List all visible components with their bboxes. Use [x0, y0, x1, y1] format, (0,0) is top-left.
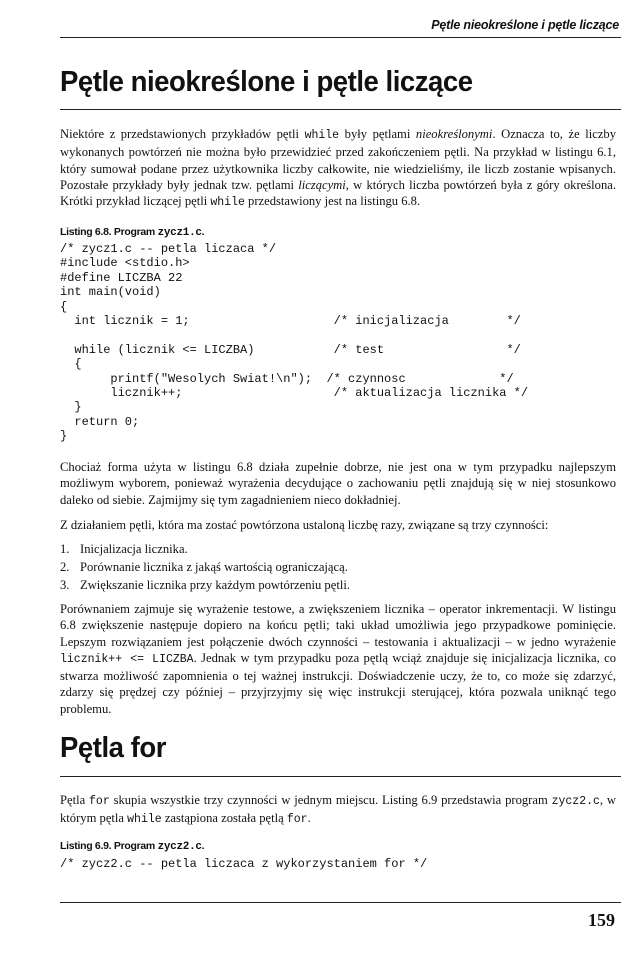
paragraph-for-intro: [60, 792, 616, 829]
paragraph-comparison: [60, 601, 616, 717]
code-listing-6-9: /* zycz2.c -- petla liczaca z wykorzystaniem for */: [60, 857, 428, 871]
section-title-rule: [60, 109, 621, 110]
text-run: Porównaniem zajmuje się wyrażenie testowe, a zwiększeniem licznika – operator inkrementacji. W listingu 6.8 zwiększenie następuje dopiero na końcu pętli; taki układ umożliwia jego przypadkowe pominięcie. Lepszym rozwiązaniem jest połączenie dwóch czynności – testowania i aktualizacji – w jedno wyrażenie: [60, 602, 616, 649]
list-text: Porównanie licznika z jakąś wartością ograniczającą.: [80, 560, 348, 574]
list-item: [60, 578, 350, 593]
text-run: . Oznacza to, że liczby wykonanych powtórzeń nie można było przewidzieć przed zakończeniem pętli. Na przykład w listingu 6.1, który sumował podane przez użytkownika liczby całkowite, nie wiedzieliśmy, ile liczb zostanie wpisanych. Pozostałe przykłady były jednak tzw. pętlami: [60, 127, 616, 192]
text-run: były pętlami: [339, 127, 416, 141]
header-rule: [60, 37, 621, 38]
inline-code: while: [304, 129, 340, 142]
listing-label: Listing 6.8. Program: [60, 226, 158, 238]
listing-dot: .: [201, 226, 205, 238]
inline-code: licznik++ <= LICZBA: [60, 652, 194, 666]
text-run: Pętla: [60, 793, 90, 807]
list-text: Inicjalizacja licznika.: [80, 542, 188, 556]
text-run: , w którym pętla: [60, 793, 616, 826]
code-listing-6-8: /* zycz1.c -- petla liczaca */ #include <stdio.h> #define LICZBA 22 int main(void) { int licznik = 1; /* inicjalizacja */ while (licznik <= LICZBA) /* test */ { printf("Wesolych Swiat!\n"); /* czynnosc */ licznik++; /* aktualizacja licznika */ } return 0; }: [60, 242, 529, 444]
inline-code: for: [286, 813, 308, 827]
inline-code: for: [89, 795, 110, 808]
text-run: skupia wszystkie trzy czynności w jednym miejscu. Listing 6.9 przedstawia program: [109, 793, 552, 807]
running-head: Pętle nieokreślone i pętle liczące: [431, 18, 619, 32]
listing-dot: .: [201, 840, 205, 852]
listing-filename: zycz1.c: [157, 227, 202, 239]
list-number: 1.: [60, 542, 70, 556]
emphasis: liczącymi: [298, 177, 346, 192]
inline-code: zycz2.c: [551, 795, 600, 808]
text-run: Niektóre z przedstawionych przykładów pętli: [60, 127, 305, 141]
section-title-for-loop: Pętla for: [60, 732, 166, 764]
paragraph-three-steps: Z działaniem pętli, która ma zostać powtórzona ustaloną liczbę razy, związane są trzy czynności:: [60, 518, 549, 532]
text-run: przedstawiony jest na listingu 6.8.: [244, 194, 421, 209]
listing-caption-6-8: [60, 226, 204, 239]
listing-label: Listing 6.9. Program: [60, 840, 158, 852]
emphasis: nieokreślonymi: [415, 127, 493, 141]
list-item: [60, 542, 188, 557]
section-title-rule: [60, 776, 621, 777]
page-number: 159: [588, 910, 615, 930]
text-run: , w których liczba powtórzeń była z góry określona. Krótki przykład liczącej pętli: [60, 177, 616, 209]
footer-rule: [60, 902, 621, 903]
text-run: zastąpiona została pętlą: [161, 811, 287, 826]
listing-filename: zycz2.c: [157, 841, 202, 853]
list-text: Zwiększanie licznika przy każdym powtórzeniu pętli.: [80, 578, 350, 592]
listing-caption-6-9: [60, 840, 204, 853]
paragraph-intro: [60, 126, 616, 211]
paragraph-critique: Chociaż forma użyta w listingu 6.8 działa zupełnie dobrze, nie jest ona w tym przypadku najlepszym możliwym wyborem, ponieważ wyrażenia decydujące o zachowaniu pętli znajdują się w niej stosunkowo daleko od siebie. Zajmijmy się tym zagadnieniem nieco dokładniej.: [60, 460, 616, 507]
text-run: .: [307, 811, 311, 826]
list-number: 2.: [60, 560, 70, 574]
list-number: 3.: [60, 578, 70, 592]
text-run: . Jednak w tym przypadku poza pętlą wciąż znajduje się inicjalizacja licznika, co stwarza możliwość zapomnienia o tej ważnej instrukcji. Doświadczenie uczy, że to, co może się zdarzyć, zdarzy się prędzej czy później – przyjrzyjmy się więc instrukcji sterującej, która pozwala uniknąć tego problemu.: [60, 650, 616, 716]
inline-code: while: [210, 196, 245, 210]
list-item: [60, 560, 348, 575]
inline-code: while: [127, 813, 162, 827]
section-title-indefinite-loops: Pętle nieokreślone i pętle liczące: [60, 66, 473, 98]
